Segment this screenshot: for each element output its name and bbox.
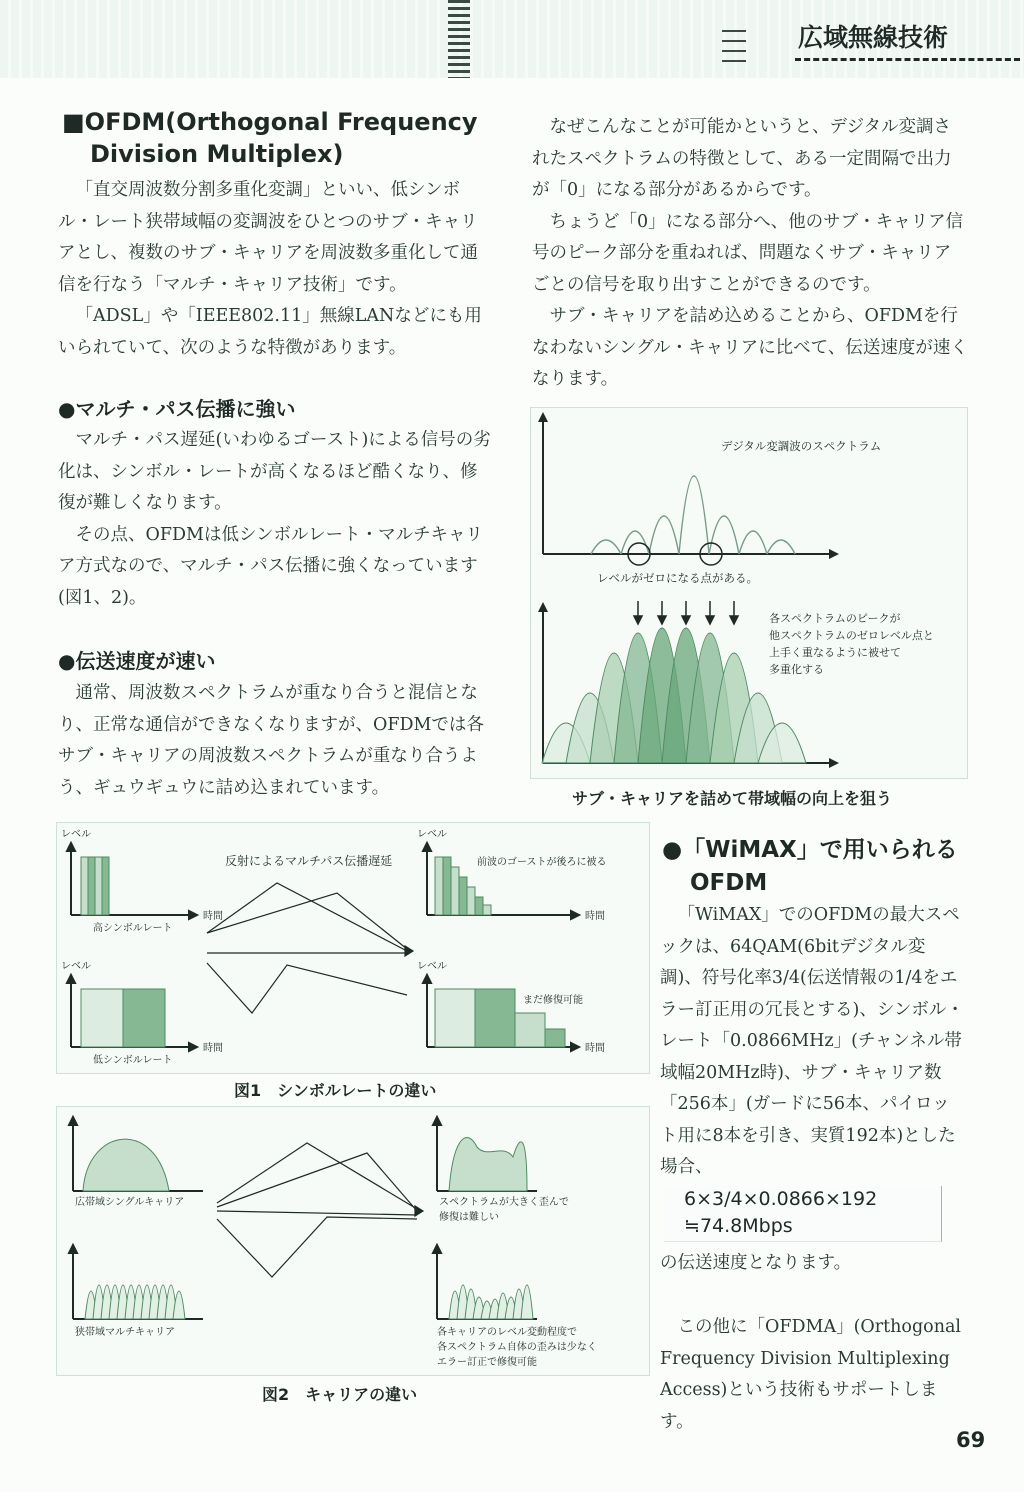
formula-result: ≒74.8Mbps (684, 1215, 793, 1237)
speed-body (58, 678, 494, 804)
multipath-paragraph: その点、OFDMは低シンボルレート・マルチキャリア方式なので、マルチ・パス伝播に強くなっています(図1、2)。 (58, 524, 484, 608)
axis-label: 時間 (585, 911, 605, 922)
peak-arrows (634, 601, 738, 624)
low-rate-symbols (81, 989, 165, 1047)
wimax-body (660, 900, 966, 1184)
axis-label: 時間 (203, 1043, 223, 1054)
overlap-note: 他スペクトラムのゼロレベル点と (769, 629, 934, 642)
figure-1 (56, 822, 650, 1074)
throughput-formula (664, 1186, 942, 1242)
distorted-spectrum (449, 1137, 527, 1191)
arrow-icon (538, 602, 548, 612)
multipath-rays (207, 883, 413, 1013)
ofdm-subcarrier-lobes (542, 628, 806, 763)
single-spectrum-curve (591, 476, 795, 554)
title-dashed-rule (795, 58, 1020, 61)
wide-single-label: 広帯域シングルキャリア (75, 1197, 185, 1208)
carrier-lobe (173, 1291, 185, 1319)
section-title: 広域無線技術 (798, 23, 949, 52)
ofdm-heading-line1: ■OFDM(Orthogonal Frequency (62, 108, 478, 136)
zero-level-label: レベルがゼロになる点がある。 (597, 571, 758, 585)
axis-label: レベル (61, 829, 91, 840)
wimax-heading (662, 834, 958, 900)
ofdm-intro (58, 175, 494, 364)
overlap-note: 各スペクトラムのピークが (769, 612, 901, 625)
figure-1-caption: 図1 シンボルレートの違い (234, 1081, 437, 1100)
formula-line: 6×3/4×0.0866×192 (684, 1188, 878, 1210)
high-rate-label: 高シンボルレート (93, 923, 173, 934)
carrier-note: 各スペクトラム自体の歪みは少なく (437, 1342, 597, 1353)
right-paragraph: ちょうど「0」になる部分へ、他のサブ・キャリア信号のピーク部分を重ねれば、問題なくサブ・キャリアごとの信号を取り出すことができるのです。 (532, 211, 964, 295)
wimax-conclusion: の伝送速度となります。 (660, 1253, 852, 1273)
ofdm-heading (62, 106, 478, 170)
ofdma-paragraph: この他に「OFDMA」(Orthogonal Frequency Division Multiplexing Access)という技術もサポートします。 (660, 1317, 961, 1432)
axis-label: 時間 (585, 1043, 605, 1054)
multipath-body (58, 425, 494, 614)
wide-single-spectrum (83, 1139, 169, 1191)
wimax-heading-line1: ●「WiMAX」で用いられる (662, 837, 958, 863)
right-paragraph: なぜこんなことが可能かというと、デジタル変調されたスペクトラムの特徴として、ある一定間隔で出力が「0」になる部分があるからです。 (532, 117, 952, 200)
axis-label: レベル (61, 961, 91, 972)
high-rate-symbols (81, 857, 109, 915)
spectrum-label: デジタル変調波のスペクトラム (721, 439, 882, 453)
carrier-note: エラー訂正で修復可能 (437, 1357, 537, 1368)
ofdma-body (660, 1312, 966, 1438)
speed-paragraph: 通常、周波数スペクトラムが重なり合うと混信となり、正常な通信ができなくなりますが、OFDMでは各サブ・キャリアの周波数スペクトラムが重なり合うよう、ギュウギュウに詰め込まれています。 (58, 683, 484, 798)
multipath-label: 反射によるマルチパス伝播遅延 (225, 854, 393, 868)
low-rate-label: 低シンボルレート (93, 1055, 173, 1066)
symbol-rate-diagram (57, 823, 649, 1073)
intro-paragraph: 「ADSL」や「IEEE802.11」無線LANなどにも用いられていて、次のような特徴があります。 (58, 306, 482, 358)
narrow-multi-label: 狭帯域マルチキャリア (75, 1327, 175, 1338)
speed-subheading: ●伝送速度が速い (58, 649, 216, 673)
spectrum-caption: サブ・キャリアを詰めて帯域幅の向上を狙う (572, 789, 893, 808)
distorted-carriers (449, 1285, 533, 1319)
multipath-subheading: ●マルチ・パス伝播に強い (58, 397, 296, 421)
overlap-note: 上手く重なるように被せて (769, 646, 901, 659)
multipath-paragraph: マルチ・パス遅延(いわゆるゴースト)による信号の劣化は、シンボル・レートが高くなるほど酷くなり、修復が難しくなります。 (58, 430, 491, 513)
arrow-icon (538, 412, 548, 422)
ofdm-heading-line2: Division Multiplex) (90, 140, 344, 168)
axis-label: レベル (417, 961, 447, 972)
distorted-note: 修復は難しい (439, 1212, 499, 1223)
right-paragraph: サブ・キャリアを詰め込めることから、OFDMを行なわないシングル・キャリアに比べて、伝送速度が速くなります。 (532, 306, 968, 389)
page-number: 69 (956, 1428, 986, 1452)
carrier-lobe (521, 1285, 533, 1319)
carrier-diagram (57, 1107, 649, 1375)
header-stripe-decoration (448, 0, 470, 78)
arrow-icon (829, 758, 839, 768)
distorted-note: スペクトラムが大きく歪んで (439, 1197, 569, 1208)
spectrum-figure (530, 407, 968, 779)
axis-label: 時間 (203, 911, 223, 922)
wimax-heading-line2: OFDM (690, 870, 768, 896)
header-line-decoration (722, 30, 746, 70)
right-body (532, 112, 968, 396)
arrow-icon (829, 549, 839, 559)
overlap-note: 多重化する (769, 663, 824, 676)
spectrum-diagram (531, 408, 967, 778)
intro-paragraph: 「直交周波数分割多重化変調」といい、低シンボル・レート狭帯域幅の変調波をひとつのサブ・キャリアとし、複数のサブ・キャリアを周波数多重化して通信を行なう「マルチ・キャリア技術」です。 (58, 180, 478, 295)
carrier-note: 各キャリアのレベル変動程度で (437, 1327, 577, 1338)
ghost-note: 前波のゴーストが後ろに被る (477, 857, 607, 868)
multipath-rays (217, 1143, 423, 1277)
repairable-note: まだ修復可能 (523, 995, 583, 1006)
figure-2 (56, 1106, 650, 1376)
figure-2-caption: 図2 キャリアの違い (262, 1385, 418, 1404)
axis-label: レベル (417, 829, 447, 840)
wimax-paragraph: 「WiMAX」でのOFDMの最大スペックは、64QAM(6bitデジタル変調)、符号化率3/4(伝送情報の1/4をエラー訂正用の冗長とする)、シンボル・レート「0.0866MHz」(チャンネル帯域幅20MHz時)、サブ・キャリア数「256本」(ガードに56本、パイロット用に8本を引き、実質192本)とした場合、 (660, 905, 964, 1177)
narrow-carriers (85, 1285, 185, 1319)
